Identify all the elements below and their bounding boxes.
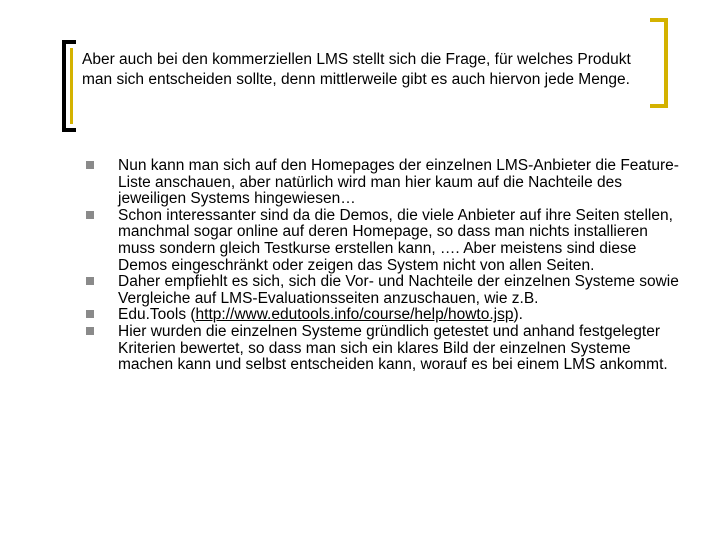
- list-item: [86, 307, 686, 324]
- left-bracket-accent: [70, 48, 73, 124]
- bullet-square-icon: [86, 211, 94, 219]
- left-bracket-decoration: [62, 40, 76, 132]
- list-item-suffix: ).: [513, 306, 523, 324]
- list-item-text: Daher empfiehlt es sich, sich die Vor- und Nachteile der einzelnen Systeme sowie Vergleiche auf LMS-Evaluationsseiten anzuschauen, wie z.B.: [118, 273, 679, 307]
- right-bracket-decoration: [650, 18, 668, 108]
- list-item: [86, 274, 686, 307]
- bullet-square-icon: [86, 161, 94, 169]
- list-item-text: Schon interessanter sind da die Demos, die viele Anbieter auf ihre Seiten stellen, manchmal sogar online auf deren Homepage, so dass man nichts installieren muss sondern gleich Testkurse erstellen kann, …. Aber meistens sind diese Demos eingeschränkt oder zeigen das System nicht von allen Seiten.: [118, 206, 673, 274]
- list-item: [86, 158, 686, 208]
- list-item-text: Nun kann man sich auf den Homepages der einzelnen LMS-Anbieter die Feature-Liste anschauen, aber natürlich wird man hier kaum auf die Nachteile des jeweiligen Systems hingewiesen…: [118, 157, 679, 208]
- bullet-square-icon: [86, 327, 94, 335]
- edutools-link[interactable]: http://www.edutools.info/course/help/howto.jsp: [195, 306, 514, 324]
- list-item-text: Hier wurden die einzelnen Systeme gründlich getestet und anhand festgelegter Kriterien bewertet, so dass man sich ein klares Bild der einzelnen Systeme machen kann und selbst entscheiden kann, worauf es bei einem LMS ankommt.: [118, 322, 668, 374]
- bullet-list: [86, 158, 686, 374]
- list-item-prefix: Edu.Tools (: [118, 306, 196, 324]
- bullet-square-icon: [86, 277, 94, 285]
- list-item: [86, 208, 686, 274]
- list-item: [86, 324, 686, 374]
- bullet-square-icon: [86, 310, 94, 318]
- slide-title: Aber auch bei den kommerziellen LMS stellt sich die Frage, für welches Produkt man sich entscheiden sollte, denn mittlerweile gibt es auch hiervon jede Menge.: [82, 51, 631, 88]
